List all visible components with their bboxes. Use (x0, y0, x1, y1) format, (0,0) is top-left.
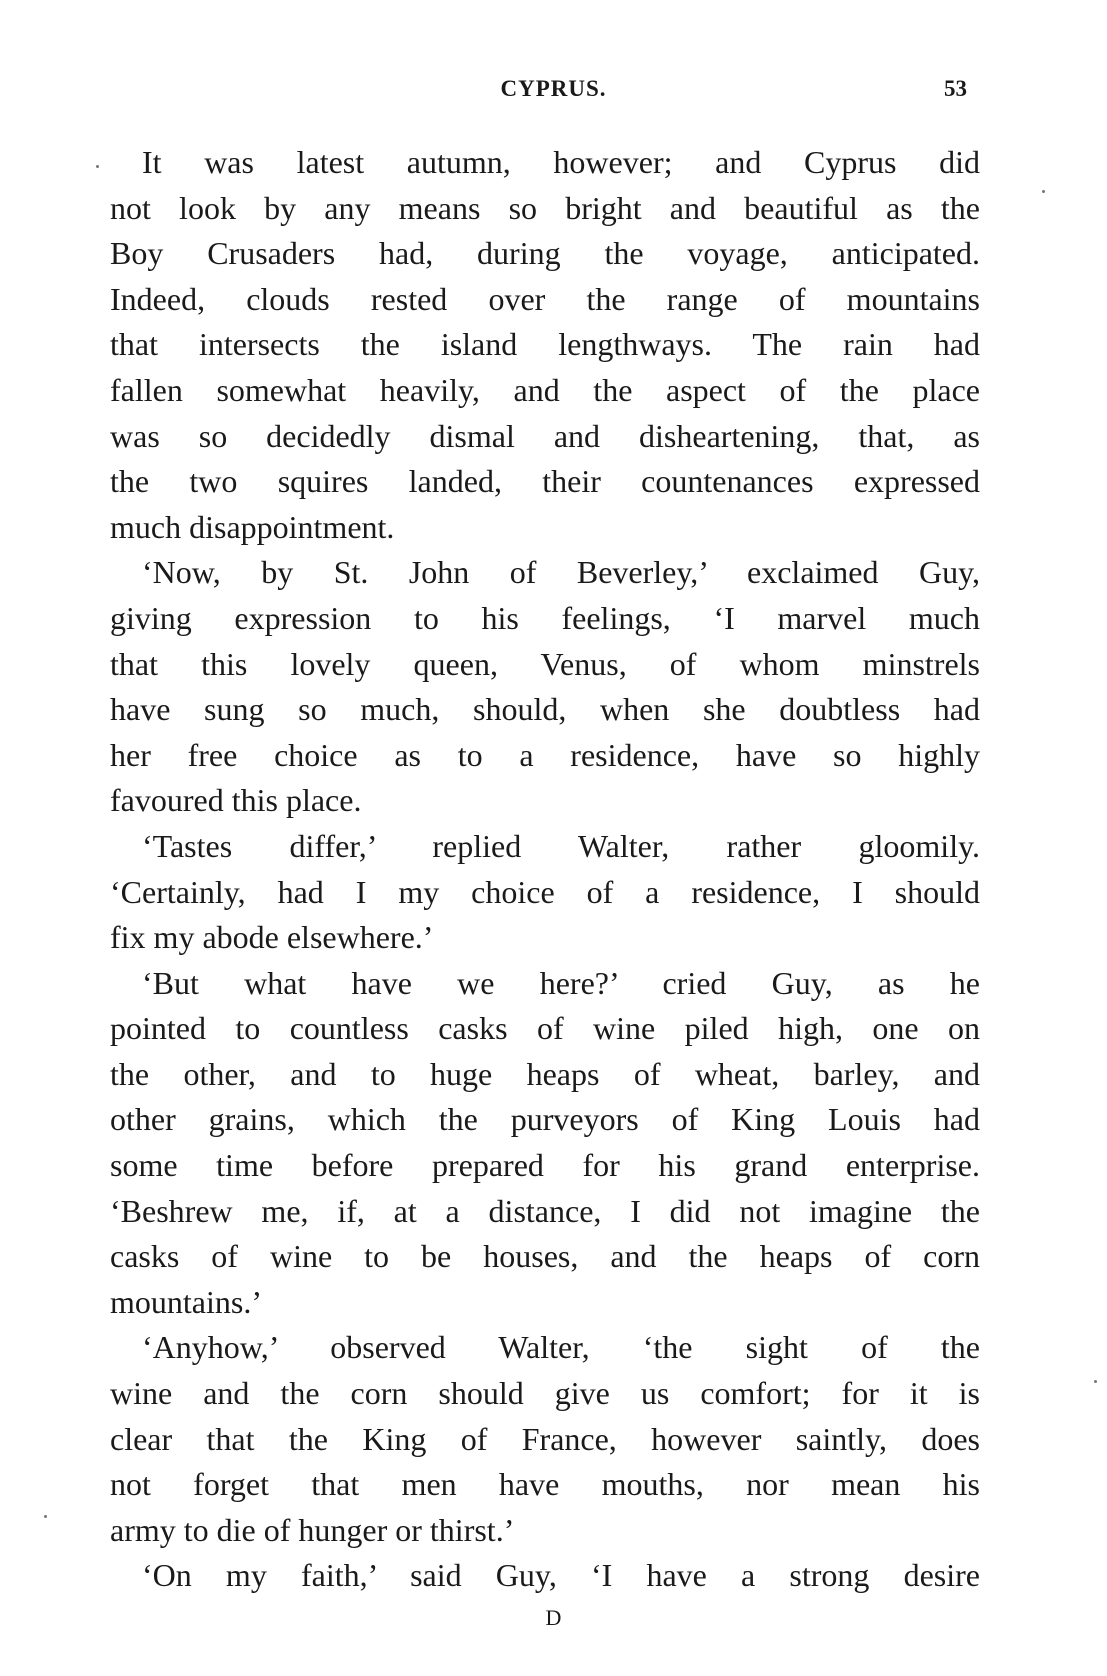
signature-mark: D (545, 1605, 562, 1630)
text-line: clear that the King of France, however saintly, does (110, 1420, 980, 1457)
text-line: Boy Crusaders had, during the voyage, anticipated. (110, 235, 980, 272)
paragraph (110, 140, 980, 550)
scan-speck (1042, 190, 1045, 193)
text-line: mountains.’ (110, 1283, 262, 1320)
text-line: fallen somewhat heavily, and the aspect of the place (110, 371, 980, 408)
paragraph (110, 550, 980, 824)
scan-speck (44, 1515, 47, 1518)
paragraph (110, 961, 980, 1326)
text-line: ‘On my faith,’ said Guy, ‘I have a strong desire (142, 1557, 980, 1594)
text-line: giving expression to his feelings, ‘I marvel much (110, 599, 980, 636)
text-line: favoured this place. (110, 782, 362, 819)
text-line: other grains, which the purveyors of King Louis had (110, 1101, 980, 1138)
text-line: the other, and to huge heaps of wheat, barley, and (110, 1055, 980, 1092)
text-line: ‘Now, by St. John of Beverley,’ exclaimed Guy, (142, 554, 980, 591)
text-line: ‘But what have we here?’ cried Guy, as he (142, 964, 980, 1001)
text-line: army to die of hunger or thirst.’ (110, 1511, 515, 1548)
running-title: CYPRUS. (500, 76, 607, 101)
text-line: wine and the corn should give us comfort; for it is (110, 1375, 980, 1412)
text-line: ‘Beshrew me, if, at a distance, I did not imagine the (110, 1192, 980, 1229)
text-line: have sung so much, should, when she doubtless had (110, 691, 980, 728)
text-line: the two squires landed, their countenances expressed (110, 463, 980, 500)
text-line: was so decidedly dismal and disheartening, that, as (110, 417, 980, 454)
text-line: much disappointment. (110, 508, 395, 545)
body-text (110, 140, 980, 1599)
scan-speck (96, 165, 99, 168)
text-line: that this lovely queen, Venus, of whom minstrels (110, 645, 980, 682)
running-head (0, 70, 1107, 110)
text-line: ‘Anyhow,’ observed Walter, ‘the sight of the (142, 1329, 980, 1366)
text-line: some time before prepared for his grand enterprise. (110, 1147, 980, 1184)
text-line: not forget that men have mouths, nor mean his (110, 1466, 980, 1503)
text-line: fix my abode elsewhere.’ (110, 919, 434, 956)
paragraph (110, 824, 980, 961)
text-line: Indeed, clouds rested over the range of mountains (110, 280, 980, 317)
page-number: 53 (944, 76, 967, 101)
scan-speck (1094, 1380, 1097, 1383)
text-line: casks of wine to be houses, and the heaps of corn (110, 1238, 980, 1275)
text-line: that intersects the island lengthways. The rain had (110, 326, 980, 363)
paragraph (110, 1553, 980, 1599)
text-line: not look by any means so bright and beautiful as the (110, 189, 980, 226)
paragraph (110, 1325, 980, 1553)
text-line: ‘Certainly, had I my choice of a residence, I should (110, 873, 980, 910)
text-line: ‘Tastes differ,’ replied Walter, rather gloomily. (142, 827, 980, 864)
text-line: It was latest autumn, however; and Cyprus did (142, 144, 980, 180)
text-line: her free choice as to a residence, have so highly (110, 736, 980, 773)
text-line: pointed to countless casks of wine piled high, one on (110, 1010, 980, 1047)
